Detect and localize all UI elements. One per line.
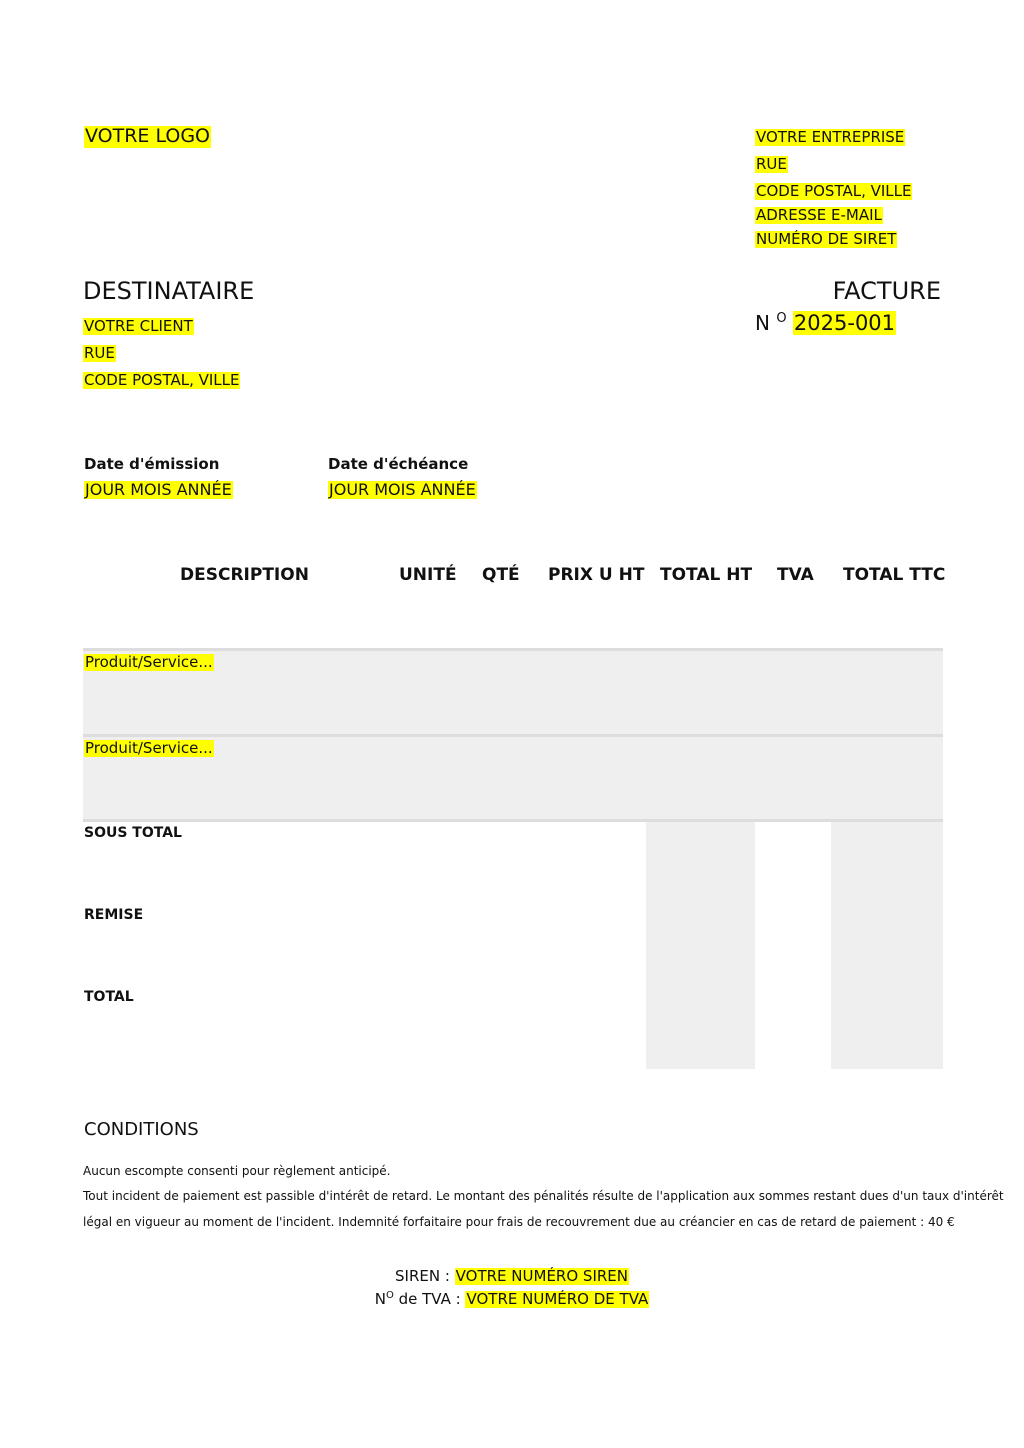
invoice-title: FACTURE [832,277,941,305]
siren-value: VOTRE NUMÉRO SIREN [455,1267,628,1285]
client-city: CODE POSTAL, VILLE [84,371,240,389]
due-date-label: Date d'échéance [328,455,469,473]
company-siret: NUMÉRO DE SIRET [756,230,897,248]
header-unit-price: PRIX U HT [548,565,645,585]
tva-label: de TVA : [398,1290,461,1308]
due-date-value: JOUR MOIS ANNÉE [329,480,476,499]
client-name: VOTRE CLIENT [84,317,193,335]
client-block [83,317,240,398]
header-total-ttc: TOTAL TTC [843,565,946,585]
discount-label: REMISE [84,907,144,923]
company-street: RUE [756,155,787,173]
issue-date [84,480,233,499]
conditions-line-1: Aucun escompte consenti pour règlement anticipé. [83,1164,391,1178]
conditions-line-3: légal en vigueur au moment de l'incident. Indemnité forfaitaire pour frais de recouvrement due au créancier en cas de retard de paiement : 40 € [83,1215,955,1229]
row-description [84,653,214,671]
footer-siren [0,1267,1024,1285]
conditions-line-2: Tout incident de paiement est passible d'intérêt de retard. Le montant des pénalités résulte de l'application aux sommes restant dues d'un taux d'intérêt [83,1189,1004,1203]
tva-sup: O [385,1290,394,1301]
subtotal-label: SOUS TOTAL [84,825,182,841]
tva-prefix: N [374,1290,386,1308]
invoice-number-prefix: N [755,311,770,335]
issue-date-value: JOUR MOIS ANNÉE [85,480,232,499]
row-description-text: Produit/Service... [85,653,213,671]
row-description-text: Produit/Service... [85,739,213,757]
company-name: VOTRE ENTREPRISE [756,128,905,146]
footer-tva [0,1290,1024,1308]
siren-label: SIREN : [395,1267,450,1285]
due-date [328,480,477,499]
total-ttc-column [831,822,943,1069]
row-description [84,739,214,757]
company-city: CODE POSTAL, VILLE [756,182,912,200]
invoice-number-value: 2025-001 [793,311,896,335]
row-divider [83,819,943,822]
conditions-title: CONDITIONS [84,1119,199,1140]
client-street: RUE [84,344,115,362]
logo-text: VOTRE LOGO [85,125,211,147]
invoice-number [755,311,896,335]
header-qty: QTÉ [482,565,520,585]
total-label: TOTAL [84,989,134,1005]
header-unit: UNITÉ [399,565,457,585]
logo-placeholder [84,125,211,148]
recipient-title: DESTINATAIRE [83,277,255,305]
header-total-ht: TOTAL HT [660,565,753,585]
company-email: ADRESSE E-MAIL [756,206,882,224]
header-description: DESCRIPTION [180,565,309,585]
company-block [755,128,912,254]
issue-date-label: Date d'émission [84,455,220,473]
tva-value: VOTRE NUMÉRO DE TVA [466,1290,649,1308]
header-tva: TVA [777,565,814,585]
invoice-number-sup: O [776,311,787,326]
total-ht-column [646,822,755,1069]
